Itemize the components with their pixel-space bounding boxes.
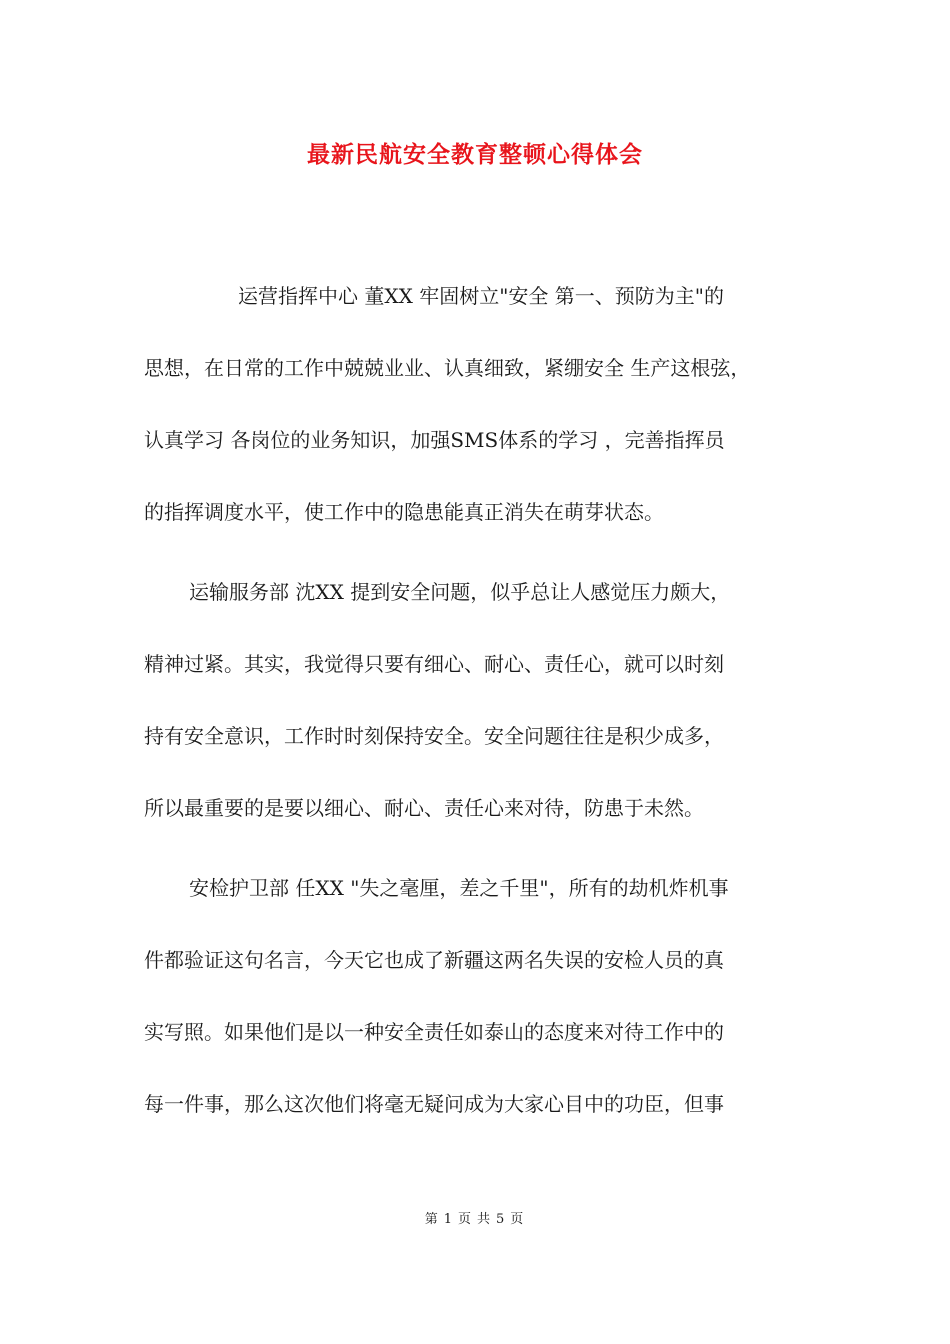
body-line: 每一件事，那么这次他们将毫无疑问成为大家心目中的功臣，但事	[144, 1092, 724, 1116]
body-line: 实写照。如果他们是以一种安全责任如泰山的态度来对待工作中的	[144, 1020, 724, 1044]
body-line: 件都验证这句名言，今天它也成了新疆这两名失误的安检人员的真	[144, 948, 724, 972]
page-footer	[0, 1208, 950, 1227]
body-line: 所以最重要的是要以细心、耐心、责任心来对待，防患于未然。	[144, 796, 704, 820]
body-line: 精神过紧。其实，我觉得只要有细心、耐心、责任心，就可以时刻	[144, 652, 724, 676]
page-label: 页	[457, 1212, 473, 1227]
body-line: 运输服务部 沈XX 提到安全问题，似乎总让人感觉压力颇大，	[189, 580, 731, 604]
body-line: 安检护卫部 任XX "失之毫厘，差之千里"，所有的劫机炸机事	[189, 876, 729, 900]
body-line: 运营指挥中心 董XX 牢固树立"安全 第一、预防为主"的	[238, 284, 724, 308]
body-line: 认真学习 各岗位的业务知识，加强SMS体系的学习 ，完善指挥员	[144, 428, 725, 452]
total-label: 共	[477, 1212, 493, 1227]
body-line: 的指挥调度水平，使工作中的隐患能真正消失在萌芽状态。	[144, 500, 664, 524]
document-title: 最新民航安全教育整顿心得体会	[307, 141, 643, 168]
current-page-number: 1	[443, 1212, 454, 1227]
page-label: 第	[424, 1212, 440, 1227]
body-line: 持有安全意识，工作时时刻保持安全。安全问题往往是积少成多，	[144, 724, 724, 748]
body-line: 思想，在日常的工作中兢兢业业、认真细致，紧绷安全 生产这根弦，	[144, 356, 751, 380]
total-pages-number: 5	[496, 1212, 507, 1227]
page-label: 页	[510, 1212, 526, 1227]
